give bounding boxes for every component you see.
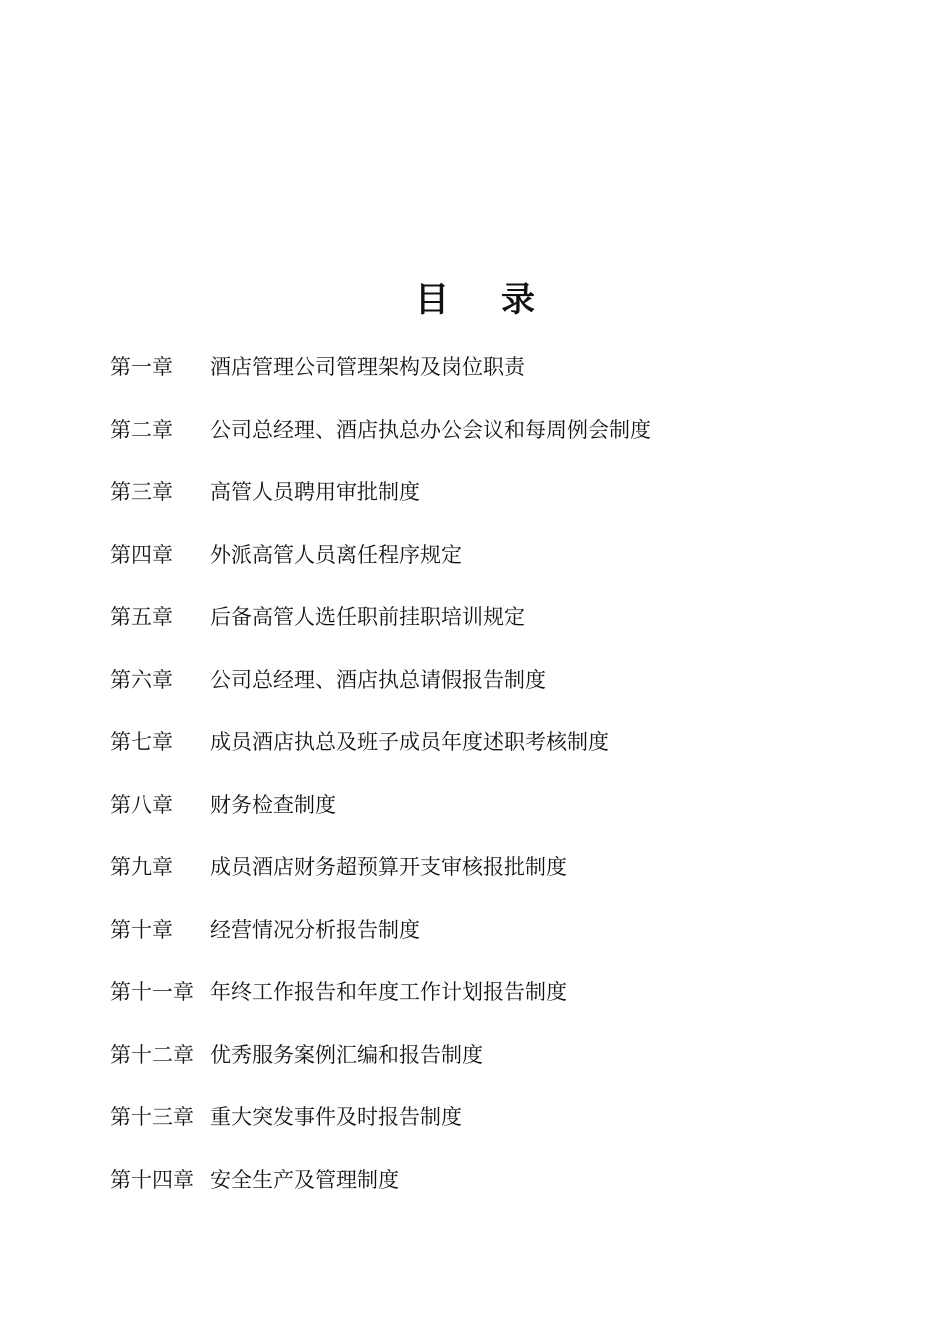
toc-chapter-label: 第十二章 [110,1042,194,1067]
toc-chapter-label: 第二章 [110,417,173,442]
toc-item [110,969,870,1032]
toc-chapter-label: 第十四章 [110,1167,194,1192]
toc-item [110,1094,870,1157]
toc-chapter-label: 第九章 [110,855,173,879]
toc-item [110,844,870,907]
toc-item [110,1032,870,1095]
toc-chapter-title: 财务检查制度 [210,792,336,817]
toc-chapter-label: 第十一章 [110,980,194,1004]
toc-chapter-label: 第十章 [110,917,173,942]
toc-item [110,907,870,970]
toc-title-char-1: 目 [415,280,449,320]
toc-list [110,344,870,1219]
toc-chapter-title: 成员酒店执总及班子成员年度述职考核制度 [210,730,609,754]
toc-chapter-title: 重大突发事件及时报告制度 [210,1105,462,1129]
toc-chapter-label: 第七章 [110,730,173,754]
toc-chapter-title: 优秀服务案例汇编和报告制度 [210,1042,483,1067]
toc-chapter-title: 高管人员聘用审批制度 [210,480,420,504]
toc-chapter-title: 安全生产及管理制度 [210,1167,399,1192]
toc-title-char-2: 录 [501,280,535,320]
toc-item [110,1157,870,1220]
toc-chapter-label: 第六章 [110,667,173,692]
toc-chapter-label: 第四章 [110,542,173,567]
toc-chapter-title: 酒店管理公司管理架构及岗位职责 [210,355,525,379]
toc-chapter-title: 后备高管人选任职前挂职培训规定 [210,605,525,629]
toc-chapter-label: 第八章 [110,792,173,817]
toc-chapter-label: 第一章 [110,355,173,379]
toc-item [110,344,870,407]
toc-chapter-title: 年终工作报告和年度工作计划报告制度 [210,980,567,1004]
toc-item [110,782,870,845]
toc-chapter-label: 第五章 [110,605,173,629]
toc-item [110,657,870,720]
toc-item [110,469,870,532]
toc-chapter-label: 第三章 [110,480,173,504]
toc-chapter-title: 公司总经理、酒店执总办公会议和每周例会制度 [210,417,651,442]
toc-chapter-label: 第十三章 [110,1105,194,1129]
toc-item [110,594,870,657]
toc-chapter-title: 经营情况分析报告制度 [210,917,420,942]
toc-item [110,532,870,595]
toc-item [110,407,870,470]
toc-item [110,719,870,782]
toc-title [0,272,950,328]
toc-chapter-title: 公司总经理、酒店执总请假报告制度 [210,667,546,692]
toc-chapter-title: 成员酒店财务超预算开支审核报批制度 [210,855,567,879]
toc-chapter-title: 外派高管人员离任程序规定 [210,542,462,567]
